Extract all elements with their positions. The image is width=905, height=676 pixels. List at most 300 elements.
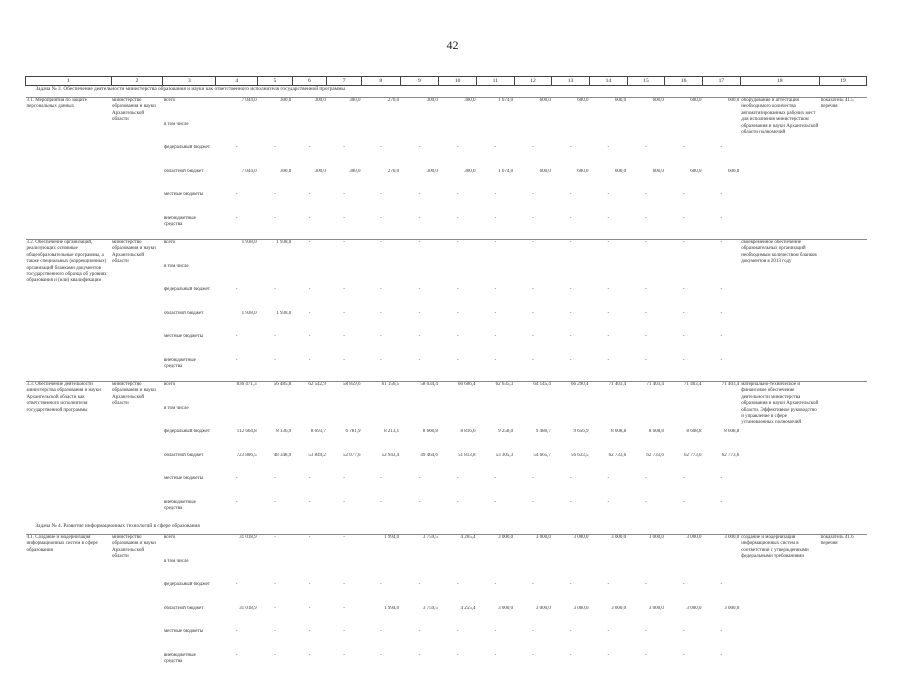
value-cell: - [552,240,590,264]
funding-source-label: местные бюджеты [163,192,216,216]
table-row [26,98,867,122]
value-cell: 9 258,0 [476,429,514,453]
value-cell: - [665,311,703,335]
value-cell: 600,0 [590,169,628,193]
funding-source-label: в том числе [163,264,216,288]
value-cell: 300,0 [258,169,293,193]
value-cell: - [361,582,400,606]
value-cell: - [703,145,741,169]
value-cell: - [361,358,400,382]
value-cell: - [361,311,400,335]
header-cell: 3 [163,77,216,86]
funding-source-label: местные бюджеты [163,476,216,500]
value-cell: 600,0 [552,169,590,193]
table-row [26,382,867,406]
value-cell: 270,0 [361,98,400,122]
value-cell: - [627,500,665,524]
value-cell: 3 000,0 [476,606,514,630]
value-cell: - [216,358,258,382]
value-cell: - [400,653,439,676]
value-cell: 6 781,9 [327,429,362,453]
value-cell: - [514,358,552,382]
value-cell: - [292,629,327,653]
value-cell: - [514,311,552,335]
value-cell: 8 608,8 [627,429,665,453]
value-cell: 300,0 [400,169,439,193]
header-cell: 4 [216,77,258,86]
value-cell: 3 000,0 [552,606,590,630]
funding-source-label: всего [163,535,216,559]
value-cell: - [627,358,665,382]
value-cell: - [590,358,628,382]
blank-values [216,406,740,430]
value-cell: 300,0 [327,98,362,122]
value-cell: 3 000,0 [514,606,552,630]
value-cell: 600,0 [627,169,665,193]
value-cell: 7 044,0 [216,98,258,122]
expected-result: материально-техническое и финансовое обеспечение деятельности министерства образования и науки Архангельской области. Эффективное руководство и управление в сфере установленных полномочий [740,382,819,524]
value-cell: - [439,358,477,382]
value-cell: - [216,582,258,606]
value-cell: - [361,653,400,676]
value-cell: - [665,629,703,653]
funding-source-label: внебюджетные средства [163,358,216,382]
value-cell: 1 938,0 [216,311,258,335]
value-cell: - [327,629,362,653]
value-cell: 4 255,4 [439,606,477,630]
value-cell: - [703,582,741,606]
value-cell: 300,0 [400,98,439,122]
value-cell: - [590,311,628,335]
value-cell: - [258,606,293,630]
value-cell: - [514,629,552,653]
value-cell: 8 693,7 [292,429,327,453]
funding-source-label: в том числе [163,406,216,430]
value-cell: 112 664,8 [216,429,258,453]
value-cell: 8 608,8 [703,429,741,453]
value-cell: - [327,192,362,216]
value-cell: - [292,240,327,264]
value-cell: - [439,311,477,335]
value-cell: - [552,334,590,358]
value-cell: - [514,500,552,524]
value-cell: 8 816,6 [439,429,477,453]
value-cell: 3 000,0 [552,535,590,559]
funding-source-label: в том числе [163,559,216,583]
value-cell: - [258,358,293,382]
value-cell: - [400,145,439,169]
value-cell: - [590,500,628,524]
value-cell: - [627,582,665,606]
value-cell: - [258,629,293,653]
value-cell: - [703,653,741,676]
value-cell: 600,0 [552,98,590,122]
value-cell: - [361,476,400,500]
value-cell: 61 156,5 [361,382,400,406]
value-cell: 1 938,0 [258,240,293,264]
funding-source-label: внебюджетные средства [163,653,216,676]
value-cell: - [439,334,477,358]
expected-result: своевременное обеспечение образовательных организаций необходимым количеством бланков документов в 2013 году [740,240,819,382]
value-cell: - [258,334,293,358]
task-heading-row [26,523,867,535]
value-cell: - [476,500,514,524]
blank-values [216,122,740,146]
value-cell: 7 044,0 [216,169,258,193]
value-cell: - [400,358,439,382]
value-cell: - [400,334,439,358]
value-cell: 66 290,4 [552,382,590,406]
value-cell: - [216,500,258,524]
value-cell: - [292,358,327,382]
value-cell: - [439,629,477,653]
value-cell: 8 608,8 [590,429,628,453]
value-cell: - [327,311,362,335]
value-cell: - [590,476,628,500]
value-cell: - [216,653,258,676]
value-cell: 300,0 [439,169,477,193]
header-cell: 19 [820,77,867,86]
value-cell: - [258,500,293,524]
value-cell: - [514,145,552,169]
executor-cell: министерство образования и науки Архангельской области [111,535,163,676]
header-cell: 2 [111,77,163,86]
value-cell: 1 674,0 [476,169,514,193]
header-row [26,77,867,86]
value-cell: - [552,500,590,524]
funding-source-label: всего [163,240,216,264]
value-cell: - [216,334,258,358]
value-cell: - [361,145,400,169]
value-cell: 3 000,0 [627,535,665,559]
activity-name: 4.1. Создание и модернизация информационных систем в сфере образования [26,535,112,676]
value-cell: - [665,216,703,240]
indicator-cell [820,382,867,524]
value-cell: 4 265,4 [439,535,477,559]
value-cell: - [292,145,327,169]
value-cell: - [665,500,703,524]
value-cell: - [476,629,514,653]
value-cell: 52 077,6 [327,453,362,477]
value-cell: - [327,535,362,559]
value-cell: - [327,145,362,169]
value-cell: - [258,476,293,500]
value-cell: 600,0 [665,98,703,122]
value-cell: - [476,582,514,606]
value-cell: 62 733,6 [627,453,665,477]
header-cell: 16 [665,77,703,86]
funding-source-label: федеральный бюджет [163,287,216,311]
header-cell: 14 [590,77,628,86]
funding-source-label: федеральный бюджет [163,582,216,606]
value-cell: - [476,216,514,240]
value-cell: 71 403,4 [703,382,741,406]
value-cell: 62 635,3 [476,382,514,406]
funding-source-label: областной бюджет [163,606,216,630]
value-cell: - [476,653,514,676]
value-cell: - [439,216,477,240]
value-cell: - [514,192,552,216]
funding-source-label: в том числе [163,122,216,146]
value-cell: 8 608,8 [665,429,703,453]
header-cell: 5 [258,77,293,86]
value-cell: - [627,216,665,240]
value-cell: 3 000,0 [665,535,703,559]
value-cell: - [327,216,362,240]
value-cell: - [361,287,400,311]
value-cell: 1 994,0 [361,606,400,630]
task-heading: Задача № 4. Развитие информационных технологий в сфере образования [26,523,867,535]
value-cell: - [703,287,741,311]
value-cell: 3 000,0 [590,535,628,559]
value-cell: 58 034,4 [400,382,439,406]
value-cell: - [258,287,293,311]
value-cell: 836 471,3 [216,382,258,406]
header-cell: 9 [400,77,439,86]
value-cell: - [627,311,665,335]
page-number: 42 [0,38,905,53]
value-cell: - [627,287,665,311]
value-cell: - [216,145,258,169]
value-cell: - [216,216,258,240]
value-cell: - [216,192,258,216]
header-cell: 1 [26,77,112,86]
value-cell: - [552,476,590,500]
funding-source-label: областной бюджет [163,169,216,193]
value-cell: 48 348,9 [258,453,293,477]
value-cell: - [292,192,327,216]
value-cell: - [665,653,703,676]
value-cell: 600,0 [665,169,703,193]
value-cell: - [476,287,514,311]
value-cell: - [439,476,477,500]
value-cell: 3 000,0 [703,535,741,559]
value-cell: - [361,216,400,240]
value-cell: - [439,240,477,264]
value-cell: - [216,287,258,311]
funding-source-label: местные бюджеты [163,629,216,653]
value-cell: - [514,334,552,358]
value-cell: 3 759,5 [400,606,439,630]
value-cell: - [590,287,628,311]
value-cell: - [292,311,327,335]
header-cell: 7 [327,77,362,86]
value-cell: - [327,653,362,676]
table-row [26,535,867,559]
expected-result: оборудование и аттестация необходимого количества автоматизированных рабочих мест для исполнения министерством образования и науки Архангельской области полномочий [740,98,819,240]
value-cell: 62 733,6 [590,453,628,477]
value-cell: - [590,145,628,169]
value-cell: - [514,582,552,606]
value-cell: - [627,192,665,216]
header-cell: 6 [292,77,327,86]
value-cell: - [514,287,552,311]
indicator-cell [820,240,867,382]
value-cell: - [400,240,439,264]
value-cell: 300,0 [327,169,362,193]
value-cell: - [400,629,439,653]
value-cell: - [439,192,477,216]
value-cell: - [216,629,258,653]
executor-cell: министерство образования и науки Архангельской области [111,98,163,240]
value-cell: 3 000,0 [590,606,628,630]
value-cell: 64 145,4 [514,382,552,406]
value-cell: 9 656,9 [552,429,590,453]
table-row [26,240,867,264]
value-cell: - [665,358,703,382]
value-cell: 300,0 [292,169,327,193]
funding-source-label: областной бюджет [163,311,216,335]
value-cell: - [552,358,590,382]
value-cell: - [292,334,327,358]
value-cell: - [327,240,362,264]
value-cell: - [703,240,741,264]
value-cell: - [439,582,477,606]
header-cell: 12 [514,77,552,86]
header-cell: 8 [361,77,400,86]
value-cell: - [703,629,741,653]
value-cell: - [665,145,703,169]
value-cell: - [327,582,362,606]
value-cell: - [258,535,293,559]
value-cell: - [327,476,362,500]
value-cell: - [552,216,590,240]
value-cell: - [327,287,362,311]
value-cell: - [476,334,514,358]
value-cell: - [552,653,590,676]
value-cell: - [476,192,514,216]
value-cell: - [292,216,327,240]
value-cell: - [665,476,703,500]
value-cell: 60 606,4 [439,382,477,406]
value-cell: 8 136,9 [258,429,293,453]
value-cell: - [514,653,552,676]
value-cell: 600,0 [703,169,741,193]
value-cell: - [400,287,439,311]
value-cell: 56 633,5 [552,453,590,477]
value-cell: - [476,240,514,264]
value-cell: - [552,629,590,653]
value-cell: - [292,287,327,311]
value-cell: 300,0 [258,98,293,122]
value-cell: 54 665,7 [514,453,552,477]
value-cell: - [627,629,665,653]
value-cell: - [292,535,327,559]
value-cell: - [327,500,362,524]
value-cell: 1 994,0 [361,535,400,559]
value-cell: - [627,145,665,169]
value-cell: - [590,334,628,358]
value-cell: 49 464,6 [400,453,439,477]
value-cell: - [292,476,327,500]
value-cell: 600,0 [514,169,552,193]
value-cell: - [400,216,439,240]
value-cell: - [703,500,741,524]
executor-cell: министерство образования и науки Архангельской области [111,382,163,524]
funding-source-label: местные бюджеты [163,334,216,358]
value-cell: 71 403,4 [590,382,628,406]
value-cell: - [627,476,665,500]
header-cell: 10 [439,77,477,86]
value-cell: - [627,334,665,358]
value-cell: - [627,653,665,676]
funding-source-label: областной бюджет [163,453,216,477]
value-cell: - [258,145,293,169]
header-cell: 17 [703,77,741,86]
header-cell: 18 [740,77,819,86]
value-cell: 62 773,6 [665,453,703,477]
value-cell: 52 943,4 [361,453,400,477]
value-cell: 723 806,5 [216,453,258,477]
header-cell: 13 [552,77,590,86]
value-cell: - [216,476,258,500]
blank-values [216,559,740,583]
value-cell: - [627,240,665,264]
value-cell: - [703,311,741,335]
value-cell: - [552,145,590,169]
value-cell: 8 213,1 [361,429,400,453]
value-cell: - [292,582,327,606]
value-cell: - [292,500,327,524]
task-heading: Задача № 3. Обеспечение деятельности министерства образования и науки как ответственного исполнителя государственной программы [26,86,867,98]
funding-source-label: всего [163,382,216,406]
value-cell: 3 000,0 [627,606,665,630]
value-cell: 600,0 [703,98,741,122]
activity-name: 3.1. Мероприятия по защите персональных данных [26,98,112,240]
value-cell: - [590,192,628,216]
value-cell: - [590,240,628,264]
blank-values [216,264,740,288]
value-cell: 1 938,0 [216,240,258,264]
value-cell: - [703,334,741,358]
value-cell: - [590,582,628,606]
value-cell: - [361,334,400,358]
value-cell: 31 018,9 [216,535,258,559]
value-cell: - [665,240,703,264]
value-cell: 600,0 [590,98,628,122]
value-cell: - [400,311,439,335]
header-cell: 15 [627,77,665,86]
indicator-cell: показатель 41.6 перечня [820,535,867,676]
activity-name: 3.2. Обеспечение организаций, реализующих основные общеобразовательные программы, а также специальных (коррекционных) организаций бланками документов государственного образца об уровнях образования и (или) квалификации [26,240,112,382]
value-cell: 53 305,3 [476,453,514,477]
value-cell: - [361,240,400,264]
value-cell: - [400,500,439,524]
value-cell: - [514,216,552,240]
value-cell: 71 403,4 [665,382,703,406]
value-cell: - [258,653,293,676]
value-cell: 1 938,0 [258,311,293,335]
value-cell: 3 000,0 [514,535,552,559]
program-table [25,76,867,676]
value-cell: - [258,582,293,606]
value-cell: 270,0 [361,169,400,193]
value-cell: - [476,358,514,382]
value-cell: - [552,287,590,311]
value-cell: - [703,192,741,216]
value-cell: - [476,476,514,500]
value-cell: 71 403,4 [627,382,665,406]
funding-source-label: всего [163,98,216,122]
value-cell: - [439,653,477,676]
table-header [26,77,867,86]
value-cell: - [258,192,293,216]
value-cell: - [327,358,362,382]
value-cell: - [400,192,439,216]
value-cell: - [439,500,477,524]
value-cell: 600,0 [514,98,552,122]
value-cell: 62 773,6 [703,453,741,477]
